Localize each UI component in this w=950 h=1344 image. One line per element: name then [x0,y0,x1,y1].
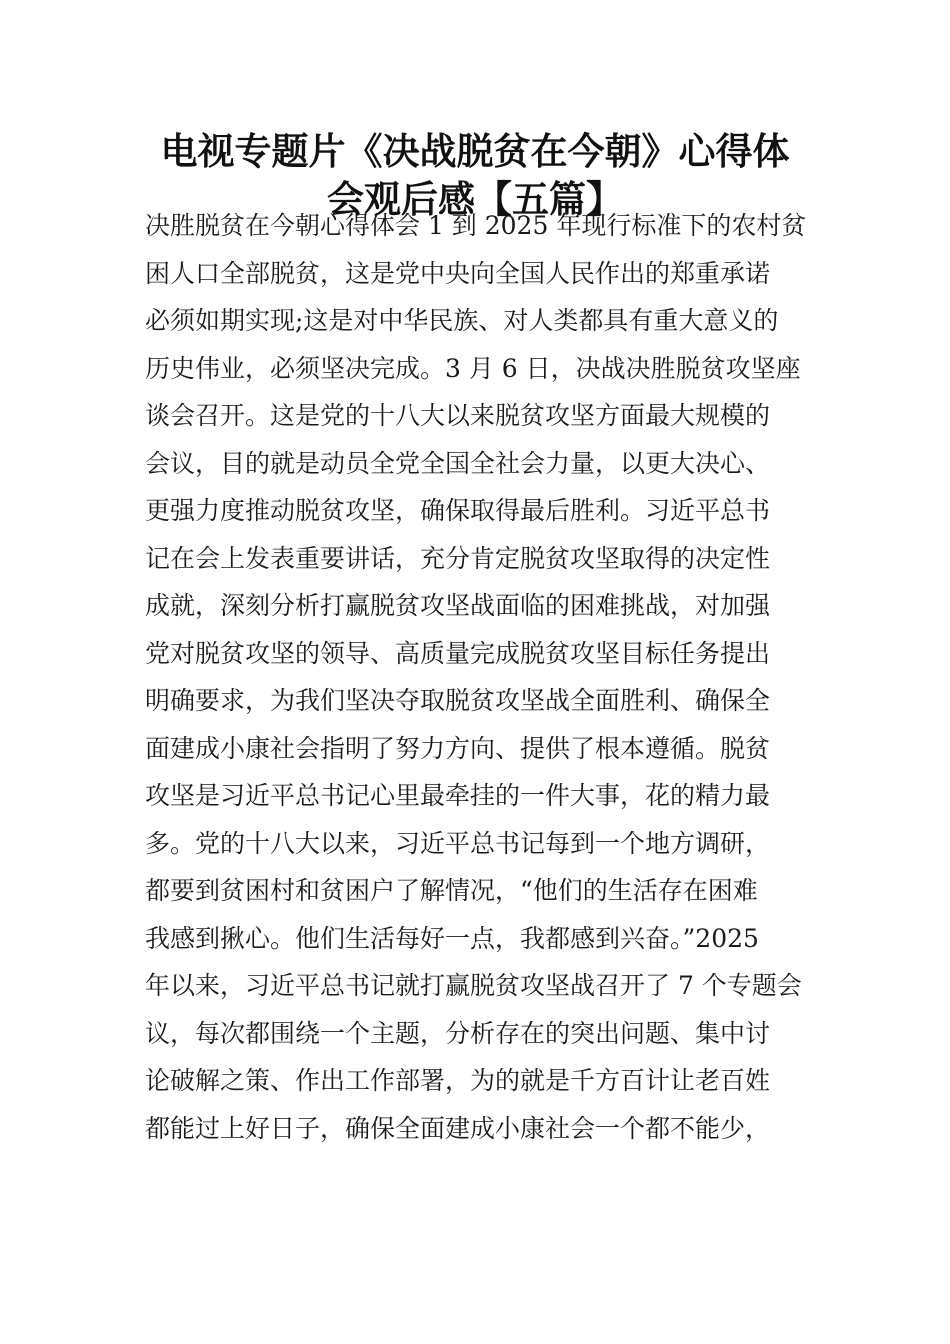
body-line: 都要到贫困村和贫困户了解情况，“他们的生活存在困难 [145,876,758,905]
body-line: 党对脱贫攻坚的领导、高质量完成脱贫攻坚目标任务提出 [145,638,771,668]
body-line: 谈会召开。这是党的十八大以来脱贫攻坚方面最大规模的 [145,401,771,430]
body-line: 论破解之策、作出工作部署，为的就是千方百计让老百姓 [145,1066,771,1095]
body-paragraph [145,202,810,1152]
title-line-1: 电视专题片《决战脱贫在今朝》心得体 [160,130,790,173]
body-line: 困人口全部脱贫，这是党中央向全国人民作出的郑重承诺 [145,258,771,288]
body-line: 年以来，习近平总书记就打赢脱贫攻坚战召开了 7 个专题会 [145,971,802,1000]
body-line: 会议，目的就是动员全党全国全社会力量，以更大决心、 [145,448,771,478]
body-line: 都能过上好日子，确保全面建成小康社会一个都不能少， [145,1113,771,1143]
body-line: 我感到揪心。他们生活每好一点，我都感到兴奋。”2025 [145,923,759,953]
body-line: 议，每次都围绕一个主题，分析存在的突出问题、集中讨 [145,1018,771,1048]
body-line: 记在会上发表重要讲话，充分肯定脱贫攻坚取得的决定性 [145,543,771,573]
body-line: 历史伟业，必须坚决完成。3 月 6 日，决战决胜脱贫攻坚座 [145,353,801,383]
body-line: 面建成小康社会指明了努力方向、提供了根本遵循。脱贫 [145,733,771,763]
body-line: 攻坚是习近平总书记心里最牵挂的一件大事，花的精力最 [145,781,771,810]
body-line: 必须如期实现;这是对中华民族、对人类都具有重大意义的 [145,306,779,335]
body-line: 更强力度推动脱贫攻坚，确保取得最后胜利。习近平总书 [145,496,771,525]
body-line: 明确要求，为我们坚决夺取脱贫攻坚战全面胜利、确保全 [145,686,771,715]
body-line: 决胜脱贫在今朝心得体会 1 到 2025 年现行标准下的农村贫 [145,211,807,240]
body-line: 成就，深刻分析打赢脱贫攻坚战面临的困难挑战，对加强 [145,591,771,620]
body-line: 多。党的十八大以来，习近平总书记每到一个地方调研， [145,828,771,858]
title-line-2: 会观后感【五篇】 [327,178,623,221]
